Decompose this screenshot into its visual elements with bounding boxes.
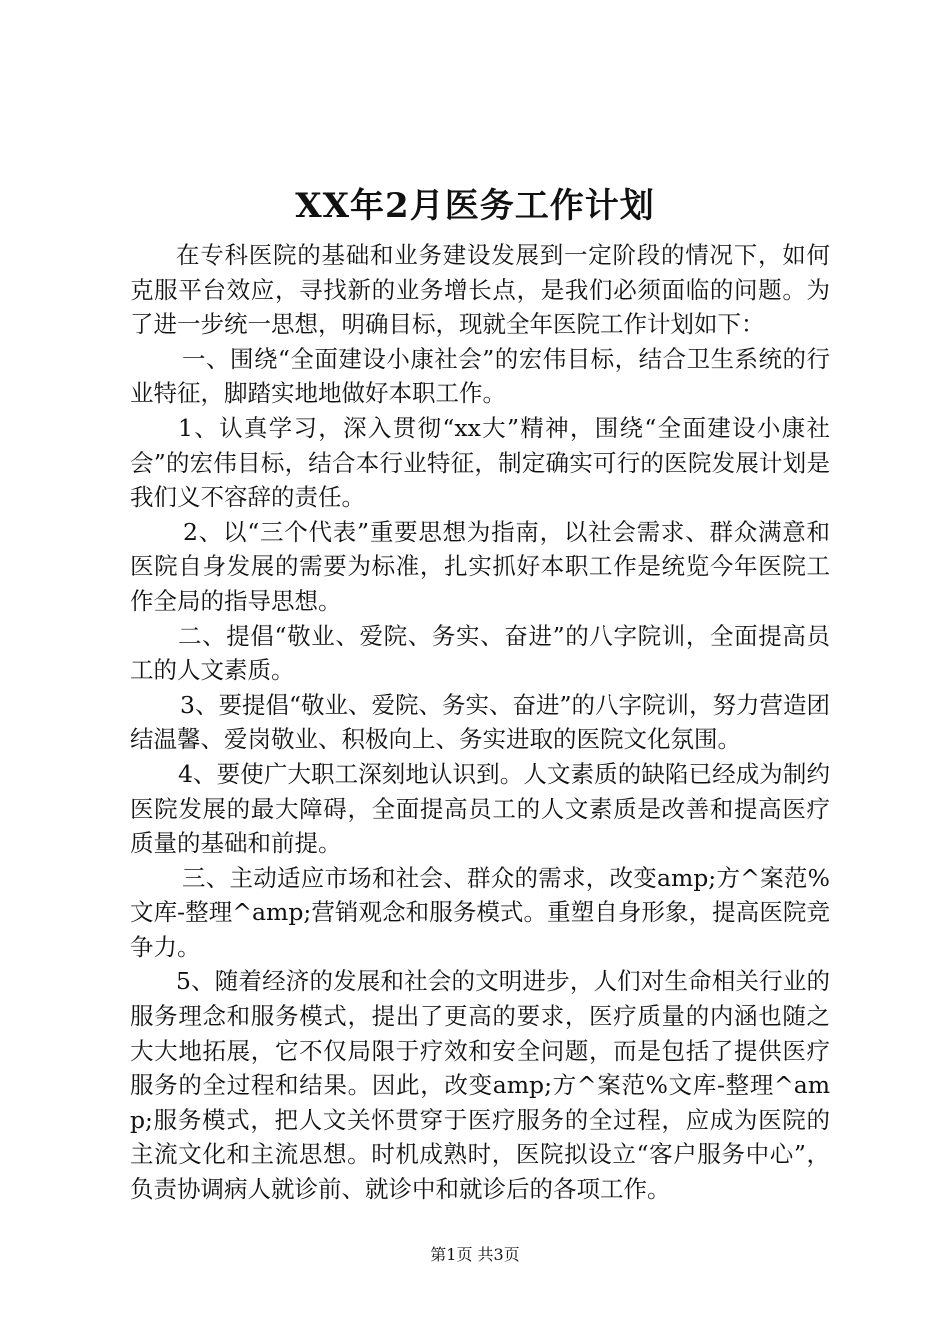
paragraph-item-4: 4、要使广大职工深刻地认识到。人文素质的缺陷已经成为制约医院发展的最大障碍，全面提高员工的人文素质是改善和提高医疗质量的基础和前提。 [130,759,830,858]
page-footer: 第1页 共3页 [430,1245,520,1264]
paragraph-item-1: 1、认真学习，深入贯彻“xx大”精神，围绕“全面建设小康社会”的宏伟目标，结合本行业特征，制定确实可行的医院发展计划是我们义不容辞的责任。 [130,413,830,512]
document-body [130,238,830,1207]
paragraph-item-2: 2、以“三个代表”重要思想为指南，以社会需求、群众满意和医院自身发展的需要为标准，扎实抓好本职工作是统览今年医院工作全局的指导思想。 [130,517,830,615]
document-title: XX年2月医务工作计划 [295,186,655,226]
paragraph-section-1: 一、围绕“全面建设小康社会”的宏伟目标，结合卫生系统的行业特征，脚踏实地地做好本职工作。 [130,344,830,408]
paragraph-intro: 在专科医院的基础和业务建设发展到一定阶段的情况下，如何克服平台效应，寻找新的业务增长点，是我们必须面临的问题。为了进一步统一思想，明确目标，现就全年医院工作计划如下： [130,241,830,339]
paragraph-section-3: 三、主动适应市场和社会、群众的需求，改变amp;方^案范%文库-整理^amp;营销观念和服务模式。重塑自身形象，提高医院竞争力。 [130,863,830,961]
paragraph-item-3: 3、要提倡“敬业、爱院、务实、奋进”的八字院训，努力营造团结温馨、爱岗敬业、积极向上、务实进取的医院文化氛围。 [130,690,830,754]
paragraph-item-5: 5、随着经济的发展和社会的文明进步，人们对生命相关行业的服务理念和服务模式，提出了更高的要求，医疗质量的内涵也随之大大地拓展，它不仅局限于疗效和安全问题，而是包括了提供医疗服务的全过程和结果。因此，改变amp;方^案范%文库-整理^amp;服务模式，把人文关怀贯穿于医疗服务的全过程，应成为医院的主流文化和主流思想。时机成熟时，医院拟设立“客户服务中心”，负责协调病人就诊前、就诊中和就诊后的各项工作。 [130,967,830,1204]
paragraph-section-2: 二、提倡“敬业、爱院、务实、奋进”的八字院训，全面提高员工的人文素质。 [130,621,830,685]
